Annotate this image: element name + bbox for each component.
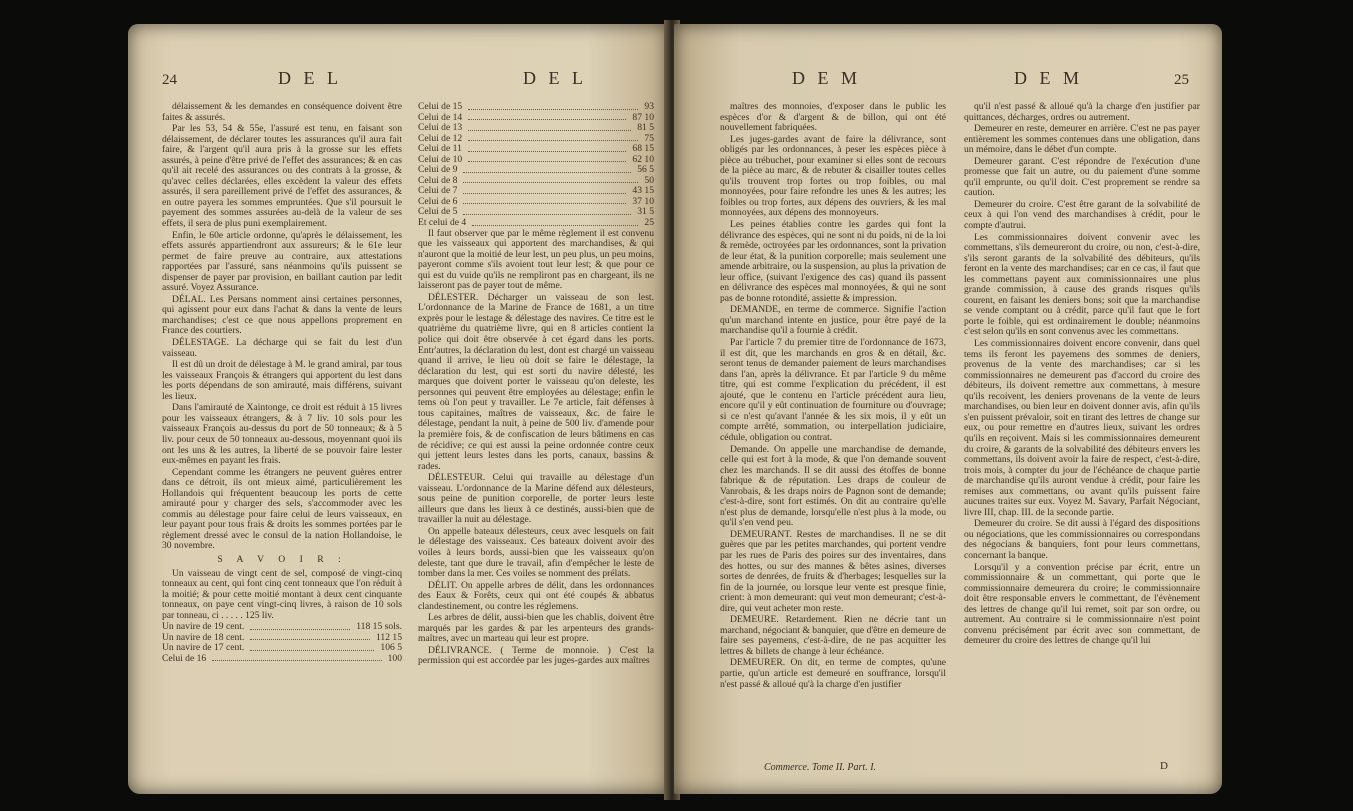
paragraph: Les juges-gardes avant de faire la délivrance, sont obligés par les ordonnances, à peser les espèces pièce à pièce au trébuchet, pour examiner si elles sont de recours de la pièce au marc, & de rebuter & cisailler toutes celles qu'ils trouvent trop fortes ou trop foibles, ou mal monnoyées, pour faire refondre les unes & les autres; les foibles ou trop fortes, aux dépens des ouvriers, & les mal monnoyées, aux dépens des monnoyeurs. — [720, 133, 946, 219]
right-column-1 — [720, 102, 946, 691]
row-value: 81 5 — [637, 122, 654, 134]
right-page — [674, 24, 1222, 794]
row-label: Celui de 14 — [418, 111, 463, 123]
row-value: 100 — [387, 652, 402, 664]
leader-dots — [468, 123, 631, 131]
row-value: 50 — [644, 174, 654, 186]
paragraph: DEMEURANT. Restes de marchandises. Il ne se dit guères que par les petites marchandes, qui portent vendre par les rues de Paris des poires sur des inventaires, dans des hottes, ou sur des mannes & bêtes asines, diverses sortes de denrées, de fruits & d'herbages; lesquelles sur la fin de la journée, ou lorsque leur vente est presque finie, crient: à mon demeurant: qui veut mon demeurant; c'est-à-dire, qui veut acheter mon reste. — [720, 528, 946, 614]
row-value: 93 — [644, 102, 654, 112]
page-number: 25 — [1174, 72, 1189, 88]
leader-dots — [250, 622, 350, 630]
leader-dots — [463, 186, 626, 194]
left-column-2 — [418, 102, 654, 668]
running-head-right: D E M — [792, 68, 861, 88]
running-head-right-2: D E M — [1014, 68, 1083, 88]
paragraph: DEMANDE, en terme de commerce. Signifie l'action qu'un marchand intente en justice, pour être payé de la marchandise qu'il a fournie à crédit. — [720, 304, 946, 337]
running-head-left: D E L — [278, 68, 342, 88]
row-label: Celui de 15 — [418, 102, 463, 112]
leader-dots — [468, 144, 627, 152]
paragraph: Demeurer du croire. C'est être garant de la solvabilité de ceux à qui l'on vend des marchandises à crédit, pour le compte d'autrui. — [964, 198, 1200, 232]
leader-dots — [250, 643, 374, 651]
paragraph: Demeurer du croire. Se dit aussi à l'égard des dispositions ou négociations, que les commissionnaires ou correspondans des négocians & banquiers, font pour leurs commettans, concernant la banque. — [964, 518, 1200, 561]
leader-dots — [463, 165, 631, 173]
row-value: 37 10 — [632, 195, 654, 207]
row-value: 31 5 — [637, 206, 654, 218]
paragraph: Dans l'amirauté de Xaintonge, ce droit est réduit à 15 livres pour les vaisseaux étrangers, & à 7 liv. 10 sols pour les vaisseaux François au-dessus du port de 50 tonneaux; & à 5 liv. pour ceux de 50 tonneaux au-dessous, moyennant quoi ils ont les uns & les autres, la liberté de se pouvoir faire lester eux-mêmes en payant les frais. — [162, 402, 402, 467]
paragraph: Un vaisseau de vingt cent de sel, composé de vingt-cinq tonneaux au cent, qui font cinq cent tonneaux que l'on réduit à la moitié; & pour cette moitié montant à deux cent cinquante tonneaux, on paye cent vingt-cinq livres, à raison de 10 sols par tonneau, ci . . . . . 125 liv. — [162, 567, 402, 621]
row-label: Un navire de 18 cent. — [162, 631, 245, 643]
paragraph: DÉLIT. On appelle arbres de délit, dans les ordonnances des Eaux & Forêts, ceux qui ont été coupés & abbatus clandestinement, ou contre les réglemens. — [418, 579, 654, 612]
leader-dots — [468, 113, 626, 121]
row-label: Un navire de 19 cent. — [162, 621, 245, 633]
row-label: Et celui de 4 — [418, 217, 467, 229]
paragraph: Lorsqu'il y a convention précise par écrit, entre un commissionnaire & un commettant, qui porte que le commissionnaire demeurera du croire; le commissionnaire doit être responsable envers le commettant, de l'évènement des lettres de change qu'il lui remet, soit par son ordre, ou autrement. Au contraire si le commissionnaire n'est point convenu précisément par écrit avec son commettant, de demeurer du croire des lettres de change qu'il lui — [964, 561, 1200, 647]
row-label: Celui de 16 — [162, 652, 207, 664]
page-number: 24 — [162, 72, 177, 88]
paragraph: Cependant comme les étrangers ne peuvent guères entrer dans ce détroit, ils ont mieux aimé, particulièrement les Hollandois qui fréquentent beaucoup les ports de cette amirauté pour y charger des sels, s'accommoder avec les commis au délestage pour faire celui de leurs vaisseaux, en leur payant pour tous frais & droits les sommes portées par le règlement dressé avec le consul de la nation Hollandoise, le 30 novembre. — [162, 466, 402, 552]
paragraph: DEMEURE. Retardement. Rien ne décrie tant un marchand, négociant & banquier, que d'être en demeure de faire ses payemens, c'est-à-dire, de ne pas acquitter les lettres & billets de change à leur échéance. — [720, 614, 946, 657]
paragraph: Par les 53, 54 & 55e, l'assuré est tenu, en faisant son délaissement, de déclarer toutes les assurances qu'il aura fait faire, & l'argent qu'il aura pris à la grosse sur les effets assurés, à peine d'être privé de l'effet des assurances; & en cas qu'il ait recelé des assurances ou des contrats à la grosse, & qu'avec celles déclarées, elles excèdent la valeur des effets assurés, il sera pareillement privé de l'effet des assurances, & en outre payera les sommes empruntées. Que s'il poursuit le payement des sommes assurées au-delà de la valeur de ses effets, il sera de plus puni exemplairement. — [162, 123, 402, 230]
paragraph: DEMEURER. On dit, en terme de comptes, qu'une partie, qu'un article est demeuré en souffrance, lorsqu'il n'est passé & alloué qu'à la charge d'en justifier — [720, 657, 946, 690]
row-value: 68 15 — [632, 143, 654, 155]
paragraph: Enfin, le 60e article ordonne, qu'après le délaissement, les effets assurés appartiendront aux assureurs; & le 61e leur permet de faire preuve au contraire, aux attestations rapportées par l'assuré, sans néanmoins qu'ils puissent se dispenser de payer par provision, en baillant caution par ledit assuré. Voyez Assurance. — [162, 229, 402, 294]
paragraph: Demeurer garant. C'est répondre de l'exécution d'une promesse que fait un autre, ou du paiement d'une somme qu'il emprunte, ou qu'il doit. C'est proprement se rendre sa caution. — [964, 155, 1200, 199]
row-value: 43 15 — [632, 185, 654, 197]
leader-dots — [250, 633, 370, 641]
row-label: Un navire de 17 cent. — [162, 642, 245, 654]
paragraph: délaissement & les demandes en conséquence doivent être faites & assurés. — [162, 102, 402, 123]
right-column-2 — [964, 102, 1200, 648]
row-value: 118 15 sols. — [356, 621, 402, 633]
paragraph: Il est dû un droit de délestage à M. le grand amiral, par tous les vaisseaux François & étrangers qui apportent du lest dans les ports dépendans de son amirauté, mais différens, suivant les lieux. — [162, 359, 402, 402]
left-column-1 — [162, 102, 402, 664]
table-row — [418, 218, 654, 229]
row-label: Celui de 10 — [418, 153, 463, 165]
row-value: 106 5 — [380, 642, 402, 654]
paragraph: maîtres des monnoies, d'exposer dans le public les espèces d'or & d'argent & de billon, qui ont été nouvellement fabriquées. — [720, 102, 946, 134]
row-value: 62 10 — [632, 153, 654, 165]
row-value: 112 15 — [375, 631, 402, 643]
table-row — [162, 654, 402, 665]
section-heading: S A V O I R : — [217, 553, 347, 565]
paragraph: On appelle bateaux délesteurs, ceux avec lesquels on fait le délestage des vaisseaux. Ces bateaux doivent avoir des voiles à leurs bords, aussi-bien que les vaisseaux qu'on deleste, tant que dure le travail, afin d'empêcher le leste de tomber dans la mer. Ces voiles se nomment des prélats. — [418, 525, 654, 580]
left-page — [128, 24, 668, 794]
row-label: Celui de 11 — [418, 143, 462, 155]
leader-dots — [463, 176, 638, 184]
signature-mark: D — [1160, 760, 1168, 772]
row-label: Celui de 5 — [418, 206, 458, 218]
paragraph: Par l'article 7 du premier titre de l'ordonnance de 1673, il est dit, que les marchands en gros & en détail, &c. seront tenus de demander paiement de leurs marchandises dans l'an, après la délivrance. Et par l'article 9 du même titre, qui est comme l'explication du précédent, il est ajouté, que le contenu en l'article précédent aura lieu, encore qu'il y eût continuation de fourniture ou d'ouvrage; si ce n'est qu'avant l'année & les six mois, il y eût un compte arrêté, sommation, ou interpellation judiciaire, cédule, obligation ou contrat. — [720, 337, 946, 443]
paragraph: Les peines établies contre les gardes qui font la délivrance des espèces, qui ne sont ni du poids, ni de la loi & remède, octroyées par les ordonnances, sont la privation de leur état, & la punition corporelle; mais seulement une amende arbitraire, ou la suspension, au plus la privation de leur office, (suivant l'exigence des cas) quand ils passent en délivrance des espèces mal monnoyées, & qui ne sont pas de bonne rotondité, assiette & impression. — [720, 219, 946, 304]
signature-footer: Commerce. Tome II. Part. I. — [764, 762, 877, 773]
row-label: Celui de 7 — [418, 185, 458, 197]
paragraph: Les commissionnaires doivent convenir avec les commettans, s'ils demeureront du croire, ou non, c'est-à-dire, s'ils seront garants de la solvabilité des débiteurs, qu'ils feront en la vente des marchandises; car en ce cas, il faut que les commettans payent aux commissionnaires une plus grande commission, à cause des grands risques qu'ils courent, en faisant les deniers bons; soit que la marchandise se vende comptant ou à crédit, parce qu'il faut que le fort porte le foible, qui est ordinairement le double; néanmoins c'est selon qu'ils en sont convenus avec les commettans. — [964, 231, 1200, 338]
row-label: Celui de 6 — [418, 195, 458, 207]
paragraph: DÉLESTER. Décharger un vaisseau de son lest. L'ordonnance de la Marine de France de 1681, a un titre exprès pour le lestage & délestage des navires. Ce titre est le quatrième du quatrième livre, qui en 8 articles contient la police qui doit être observée à cet égard dans les ports. Entr'autres, la déclaration du lest, dont est chargé un vaisseau quand il arrive, le lieu où doit se faire le délestage, la déclaration du lest, qui est sorti du navire délesté, les marques que doivent porter le vaisseau qu'on deleste, les personnes qui peuvent être employées au délestage; enfin le tems où l'on peut y travailler. Le 7e article, fait défenses à tous capitaines, maîtres de vaisseaux, &c. de faire le délestage, pendant la nuit, à peine de 500 liv. d'amende pour la première fois, & de confiscation de leurs bâtimens en cas de récidive; ce qui est aussi la peine ordonnée contre ceux qui jettent leurs lestes dans les ports, canaux, bassins & rades. — [418, 291, 654, 472]
paragraph: Demeurer en reste, demeurer en arrière. C'est ne pas payer entièrement les sommes contenues dans une obligation, dans un mémoire, dans le débet d'un compte. — [964, 123, 1200, 156]
row-label: Celui de 13 — [418, 122, 463, 134]
row-value: 56 5 — [637, 164, 654, 176]
row-label: Celui de 12 — [418, 132, 463, 144]
paragraph: Demande. On appelle une marchandise de demande, celle qui est fort à la mode, & que l'on demande souvent chez les marchands. Il se dit aussi des étoffes de bonne fabrique & de réputation. Les draps de couleur de Vanrobais, & les draps noirs de Pagnon sont de demande; c'est-à-dire, sont fort estimés. On dit au contraire qu'elle n'est plus de demande, lorsqu'elle n'est plus à la mode, ou qu'il s'en vend peu. — [720, 443, 946, 529]
paragraph: Il faut observer que par le même règlement il est convenu que les vaisseaux qui apportent des marchandises, & qui n'auront que la moitié de leur lest, un peu plus, un peu moins, payeront comme s'ils avoient tout leur lest; & que pour ce qui est du vuide qu'ils ne rempliront pas en chargeant, ils ne laisseront pas de payer tout de même. — [418, 227, 654, 292]
leader-dots — [212, 654, 381, 662]
paragraph: DÉLAL. Les Persans nomment ainsi certaines personnes, qui agissent pour eux dans l'achat & dans la vente de leurs marchandises; c'est ce que nous appellons proprement en France des courtiers. — [162, 293, 402, 337]
leader-dots — [472, 218, 638, 226]
leader-dots — [468, 134, 638, 142]
row-value: 75 — [644, 132, 654, 144]
leader-dots — [468, 155, 626, 163]
paragraph: Les commissionnaires doivent encore convenir, dans quel tems ils feront les payemens des sommes de deniers, provenus de la vente des marchandises; car si les commissionnaires ne demeurent pas d'accord du croire des débiteurs, ils doivent remettre aux commettans, à mesure qu'ils recoivent, les deniers provenans de la vente de leurs marchandises, ou bien leur en doivent donner avis, afin qu'ils s'en puissent prévaloir, soit en tirant des lettres de change sur eux, ou pour remettre en d'autres lieux, suivant les ordres qu'ils en reçoivent. Mais si les commissionnaires demeurent du croire, & garants de la solvabilité des débiteurs envers les commettans, ils doivent avoir la faire de respect, c'est-à-dire, trois mois, à compter du jour de l'échéance de chaque partie de marchandise qu'ils auront vendue à crédit, pour faire les remises aux commettans, ou avant qu'ils puissent faire aucunes traites sur eux. Voyez M. Savary, Parfait Négociant, livre III, chap. III. de la seconde partie. — [964, 338, 1200, 518]
paragraph: DÉLIVRANCE. ( Terme de monnoie. ) C'est la permission qui est accordée par les juges-gardes aux maîtres — [418, 644, 654, 667]
row-label: Celui de 9 — [418, 164, 458, 176]
leader-dots — [463, 207, 631, 215]
row-label: Celui de 8 — [418, 174, 458, 186]
paragraph: DÉLESTEUR. Celui qui travaille au délestage d'un vaisseau. L'ordonnance de la Marine défend aux délesteurs, sous peine de punition corporelle, de porter leurs leste ailleurs que dans les lieux à ce destinés, aussi-bien que de travailler la nuit au délestage. — [418, 472, 654, 526]
paragraph: Les arbres de délit, aussi-bien que les chablis, doivent être marqués par les gardes & par les arpenteurs des grands-maîtres, avec un marteau qui leur est propre. — [418, 612, 654, 645]
leader-dots — [463, 197, 626, 205]
leader-dots — [468, 102, 638, 110]
row-value: 25 — [644, 217, 654, 229]
table-row — [418, 102, 654, 113]
row-value: 87 10 — [632, 111, 654, 123]
paragraph: DÉLESTAGE. La décharge qui se fait du lest d'un vaisseau. — [162, 337, 402, 359]
paragraph: qu'il n'est passé & alloué qu'à la charge d'en justifier par quittances, décharges, ordres ou autrement. — [964, 102, 1200, 123]
running-head-left-2: D E L — [523, 68, 587, 88]
